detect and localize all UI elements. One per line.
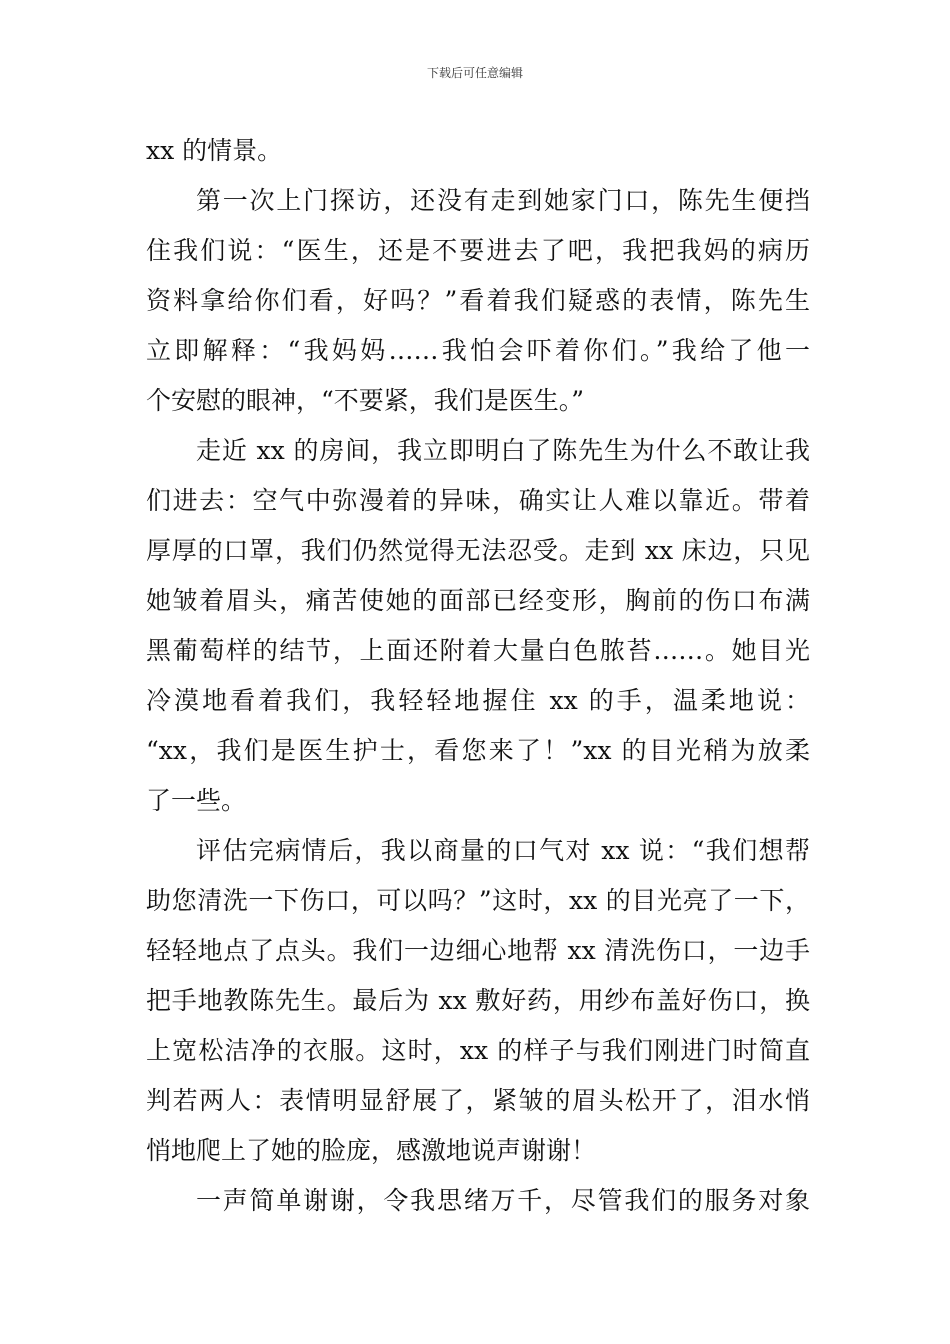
text-line: 走近 xx 的房间，我立即明白了陈先生为什么不敢让我: [196, 436, 810, 465]
text-line: 个安慰的眼神，“不要紧，我们是医生。”: [146, 386, 585, 415]
text-line: 评估完病情后，我以商量的口气对 xx 说：“我们想帮: [196, 836, 810, 865]
text-line: 判若两人：表情明显舒展了，紧皱的眉头松开了，泪水悄: [146, 1086, 810, 1115]
text-line: 轻轻地点了点头。我们一边细心地帮 xx 清洗伤口，一边手: [146, 936, 810, 965]
text-line: “xx，我们是医生护士，看您来了！”xx 的目光稍为放柔: [146, 736, 810, 765]
text-line: 立即解释：“我妈妈……我怕会吓着你们。”我给了他一: [146, 336, 810, 365]
text-line: 了一些。: [146, 786, 247, 815]
text-line: 厚厚的口罩，我们仍然觉得无法忍受。走到 xx 床边，只见: [146, 536, 810, 565]
text-line: 冷漠地看着我们，我轻轻地握住 xx 的手，温柔地说：: [146, 686, 810, 715]
text-line: 黑葡萄样的结节，上面还附着大量白色脓苔……。她目光: [146, 636, 810, 665]
text-line: 第一次上门探访，还没有走到她家门口，陈先生便挡: [196, 186, 810, 215]
text-line: 上宽松洁净的衣服。这时，xx 的样子与我们刚进门时简直: [146, 1036, 810, 1065]
page-header: 下载后可任意编辑: [426, 66, 523, 80]
text-line: 把手地教陈先生。最后为 xx 敷好药，用纱布盖好伤口，换: [146, 986, 810, 1015]
text-line: 她皱着眉头，痛苦使她的面部已经变形，胸前的伤口布满: [146, 586, 810, 615]
text-line: 助您清洗一下伤口，可以吗？”这时，xx 的目光亮了一下，: [146, 886, 810, 915]
text-line: 悄地爬上了她的脸庞，感激地说声谢谢！: [146, 1136, 597, 1165]
text-line: 一声简单谢谢，令我思绪万千，尽管我们的服务对象: [196, 1186, 810, 1215]
text-line: 资料拿给你们看，好吗？”看着我们疑惑的表情，陈先生: [146, 286, 810, 315]
text-line: 们进去：空气中弥漫着的异味，确实让人难以靠近。带着: [146, 486, 810, 515]
document-body: [146, 126, 810, 1226]
text-line: xx 的情景。: [146, 136, 283, 165]
text-line: 住我们说：“医生，还是不要进去了吧，我把我妈的病历: [146, 236, 810, 265]
